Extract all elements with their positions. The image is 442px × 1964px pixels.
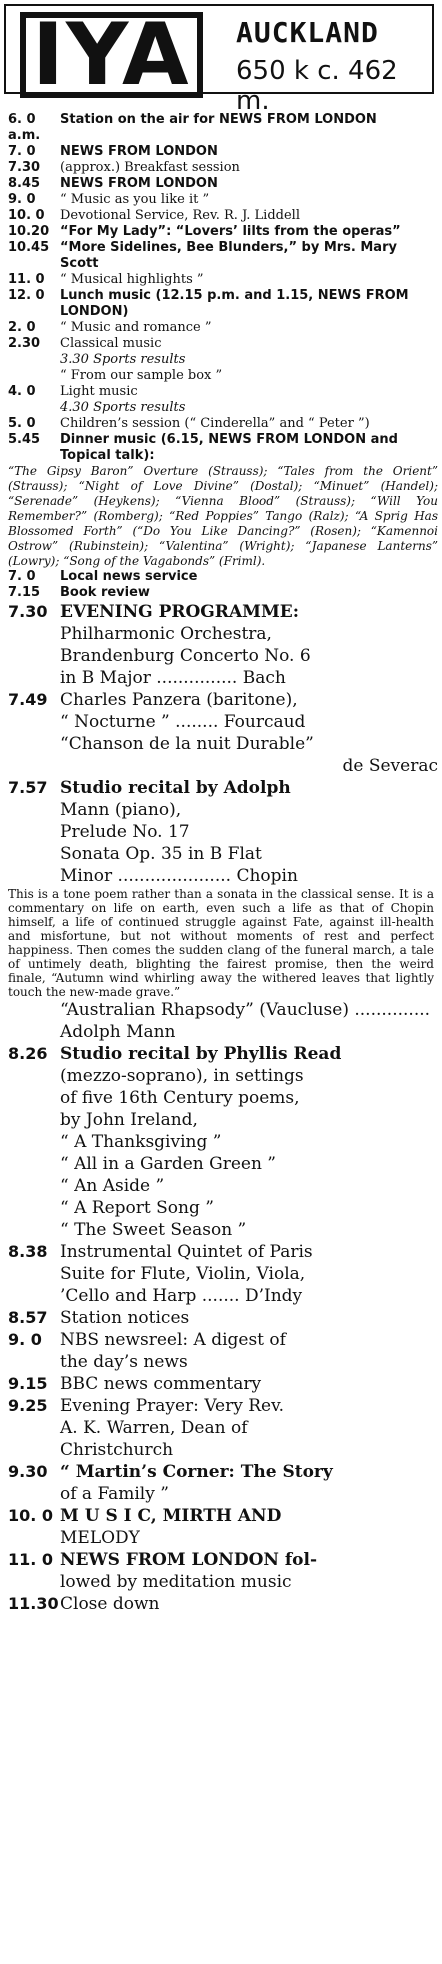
- schedule-time: 9.15: [8, 1374, 48, 1393]
- schedule-time: 9.30: [8, 1462, 48, 1481]
- station-city: AUCKLAND: [236, 16, 379, 49]
- schedule-time: 2. 0: [8, 320, 36, 335]
- evening-row: [4, 1505, 438, 1549]
- schedule-text: Local news service: [60, 569, 198, 584]
- schedule-text: Devotional Service, Rev. R. J. Liddell: [60, 208, 300, 223]
- evening-text: [60, 1307, 438, 1329]
- evening-row: [4, 1373, 438, 1395]
- evening-line: Charles Panzera (baritone),: [60, 690, 298, 710]
- evening-line: lowed by meditation music: [60, 1572, 292, 1592]
- schedule-time: 10. 0: [8, 208, 45, 223]
- call-sign: IYA: [20, 12, 203, 98]
- schedule-row: [4, 352, 438, 368]
- schedule-text: Book review: [60, 585, 150, 600]
- schedule-row: [4, 384, 438, 400]
- schedule-time: 12. 0: [8, 288, 45, 303]
- evening-line: “ Nocturne ” ........ Fourcaud: [60, 712, 306, 732]
- evening-line: Suite for Flute, Violin, Viola,: [60, 1264, 306, 1284]
- schedule-text: Dinner music (6.15, NEWS FROM LONDON and Topical talk):: [60, 432, 398, 463]
- schedule-row: [4, 368, 438, 384]
- schedule-time: 8.26: [8, 1044, 48, 1063]
- evening-line: Instrumental Quintet of Paris: [60, 1242, 313, 1262]
- evening-text: [60, 1395, 438, 1461]
- schedule-row: [4, 432, 438, 464]
- schedule-time: 7.15: [8, 585, 41, 600]
- schedule-time: 8.57: [8, 1308, 48, 1327]
- schedule-row: [4, 585, 438, 601]
- schedule-text: “ From our sample box ”: [60, 368, 223, 383]
- evening-row: [4, 999, 438, 1043]
- schedule-time: 7.30: [8, 160, 41, 175]
- evening-row: [4, 601, 438, 689]
- evening-line: “ Martin’s Corner: The Story: [60, 1462, 333, 1482]
- evening-text: [60, 1241, 438, 1307]
- evening-line: NEWS FROM LONDON fol-: [60, 1550, 318, 1570]
- schedule-text: Station on the air for NEWS FROM LONDON: [60, 112, 377, 127]
- evening-line: Christchurch: [60, 1440, 174, 1460]
- evening-row: [4, 1593, 438, 1615]
- schedule-time: 7. 0: [8, 144, 36, 159]
- evening-line: of five 16th Century poems,: [60, 1088, 300, 1108]
- schedule-time: 7.49: [8, 690, 48, 709]
- schedule-row: [4, 400, 438, 416]
- evening-text: [60, 601, 438, 689]
- evening-line: “ The Sweet Season ”: [60, 1220, 247, 1240]
- evening-text: [60, 1549, 438, 1593]
- evening-line: EVENING PROGRAMME:: [60, 602, 299, 622]
- evening-text: [60, 777, 438, 887]
- schedule-time: 9. 0: [8, 192, 36, 207]
- station-frequency: 650 k c. 462 m.: [236, 56, 398, 116]
- schedule-time: 11. 0: [8, 1550, 54, 1569]
- schedule-time: 10.45: [8, 240, 50, 255]
- schedule-row: [4, 416, 438, 432]
- evening-row: [4, 1241, 438, 1307]
- schedule-text: Light music: [60, 384, 138, 399]
- evening-line: in B Major ............... Bach: [60, 668, 286, 688]
- schedule-time: 2.30: [8, 336, 41, 351]
- schedule-text: 4.30 Sports results: [60, 400, 186, 415]
- schedule-text: 3.30 Sports results: [60, 352, 186, 367]
- evening-row: [4, 1329, 438, 1373]
- dinner-music-list: “The Gipsy Baron” Overture (Strauss); “Tales from the Orient” (Strauss); “Night of Love Divine” (Dostal); “Minuet” (Handel); “Serenade” (Heykens); “Vienna Blood” (Strauss); “Will You Remember?” (Romberg); “Red Poppies” Tango (Ralz); “A Sprig Has Blossomed Forth” (“Do You Like Dancing?” (Rosen); “Kamennoi Ostrow” (Rubinstein); “Valentina” (Wright); “Japanese Lanterns” (Lowry); “Song of the Vagabonds” (Friml).: [8, 464, 438, 568]
- evening-line: Close down: [60, 1594, 160, 1614]
- evening-line: Studio recital by Adolph: [60, 778, 291, 798]
- evening-text: [60, 1593, 438, 1615]
- schedule-text: NEWS FROM LONDON: [60, 144, 218, 159]
- schedule-time: 10. 0: [8, 1506, 54, 1525]
- evening-line: of a Family ”: [60, 1484, 169, 1504]
- schedule-time: 9.25: [8, 1396, 48, 1415]
- programme-note: This is a tone poem rather than a sonata in the classical sense. It is a commentary on life on earth, even such a life as that of Chopin himself, a life of continued struggle against Fate, against ill-health and misfortune, but not without moments of rest and perfect happiness. Then comes the sudden clang of the funeral march, a tale of untimely death, blighting the fairest promise, then the weird finale, “Autumn wind whirling away the withered leaves that lightly touch the new-made grave.”: [8, 887, 434, 999]
- evening-text: [60, 1505, 438, 1549]
- schedule-row: [4, 320, 438, 336]
- evening-row: [4, 1461, 438, 1505]
- evening-line: Station notices: [60, 1308, 190, 1328]
- evening-line: NBS newsreel: A digest of: [60, 1330, 286, 1350]
- evening-line: “ A Report Song ”: [60, 1198, 214, 1218]
- schedule-time: 9. 0: [8, 1330, 42, 1349]
- evening-line: “Australian Rhapsody” (Vaucluse) .............. Adolph Mann: [60, 1000, 431, 1042]
- evening-row: [4, 777, 438, 887]
- evening-line: de Severac: [342, 756, 438, 776]
- schedule-row: [4, 192, 438, 208]
- schedule-row: [4, 272, 438, 288]
- evening-row: [4, 1307, 438, 1329]
- schedule-row: [4, 224, 438, 240]
- programme-list: [4, 112, 438, 1615]
- evening-text: [60, 689, 438, 777]
- evening-line: Minor ..................... Chopin: [60, 866, 298, 886]
- schedule-row: [4, 569, 438, 585]
- evening-line: Prelude No. 17: [60, 822, 190, 842]
- evening-row: [4, 1043, 438, 1241]
- schedule-time: 5.45: [8, 432, 41, 447]
- evening-line: “Chanson de la nuit Durable”: [60, 734, 314, 754]
- schedule-row: [4, 144, 438, 160]
- schedule-time: 5. 0: [8, 416, 36, 431]
- schedule-row: [4, 176, 438, 192]
- schedule-text: “ Music as you like it ”: [60, 192, 210, 207]
- evening-line: ’Cello and Harp ....... D’Indy: [60, 1286, 303, 1306]
- schedule-time: 7.57: [8, 778, 48, 797]
- evening-line: Brandenburg Concerto No. 6: [60, 646, 311, 666]
- evening-line: A. K. Warren, Dean of: [60, 1418, 248, 1438]
- evening-line: “ An Aside ”: [60, 1176, 165, 1196]
- evening-line: MELODY: [60, 1528, 140, 1548]
- evening-text: [60, 1329, 438, 1373]
- evening-line: (mezzo-soprano), in settings: [60, 1066, 304, 1086]
- schedule-text: “For My Lady”: “Lovers’ lilts from the operas”: [60, 224, 401, 239]
- evening-line: by John Ireland,: [60, 1110, 198, 1130]
- schedule-time: 11.30: [8, 1594, 59, 1613]
- evening-line: Mann (piano),: [60, 800, 182, 820]
- schedule-text: “ Musical highlights ”: [60, 272, 204, 287]
- schedule-row: [4, 112, 438, 144]
- schedule-row: [4, 160, 438, 176]
- schedule-time: 7. 0: [8, 569, 36, 584]
- schedule-row: [4, 208, 438, 224]
- evening-row: [4, 1549, 438, 1593]
- schedule-text: Classical music: [60, 336, 162, 351]
- schedule-time: 8.38: [8, 1242, 48, 1261]
- evening-line: “ All in a Garden Green ”: [60, 1154, 276, 1174]
- evening-line: “ A Thanksgiving ”: [60, 1132, 222, 1152]
- schedule-time: 11. 0: [8, 272, 45, 287]
- evening-line: Evening Prayer: Very Rev.: [60, 1396, 285, 1416]
- evening-row: [4, 1395, 438, 1461]
- schedule-time: 10.20: [8, 224, 50, 239]
- evening-text: [60, 999, 438, 1043]
- schedule-row: [4, 336, 438, 352]
- station-header: [4, 4, 434, 116]
- schedule-time: 8.45: [8, 176, 41, 191]
- schedule-time: 4. 0: [8, 384, 36, 399]
- evening-text: [60, 1461, 438, 1505]
- schedule-row: [4, 240, 438, 272]
- evening-line: Sonata Op. 35 in B Flat: [60, 844, 262, 864]
- schedule-time: 6. 0 a.m.: [8, 112, 41, 143]
- evening-line: Philharmonic Orchestra,: [60, 624, 272, 644]
- schedule-text: “More Sidelines, Bee Blunders,” by Mrs. Mary Scott: [60, 240, 397, 271]
- schedule-text: NEWS FROM LONDON: [60, 176, 218, 191]
- evening-line: M U S I C, MIRTH AND: [60, 1506, 282, 1526]
- schedule-text: (approx.) Breakfast session: [60, 160, 240, 175]
- schedule-row: [4, 288, 438, 320]
- station-logo: [20, 5, 203, 105]
- evening-line: BBC news commentary: [60, 1374, 262, 1394]
- evening-text: [60, 1043, 438, 1241]
- evening-row: [4, 689, 438, 777]
- evening-line: Studio recital by Phyllis Read: [60, 1044, 342, 1064]
- schedule-time: 7.30: [8, 602, 48, 621]
- evening-text: [60, 1373, 438, 1395]
- evening-line: the day’s news: [60, 1352, 188, 1372]
- schedule-text: Children’s session (“ Cinderella” and “ Peter ”): [60, 416, 370, 431]
- schedule-text: “ Music and romance ”: [60, 320, 212, 335]
- schedule-text: Lunch music (12.15 p.m. and 1.15, NEWS FROM LONDON): [60, 288, 409, 319]
